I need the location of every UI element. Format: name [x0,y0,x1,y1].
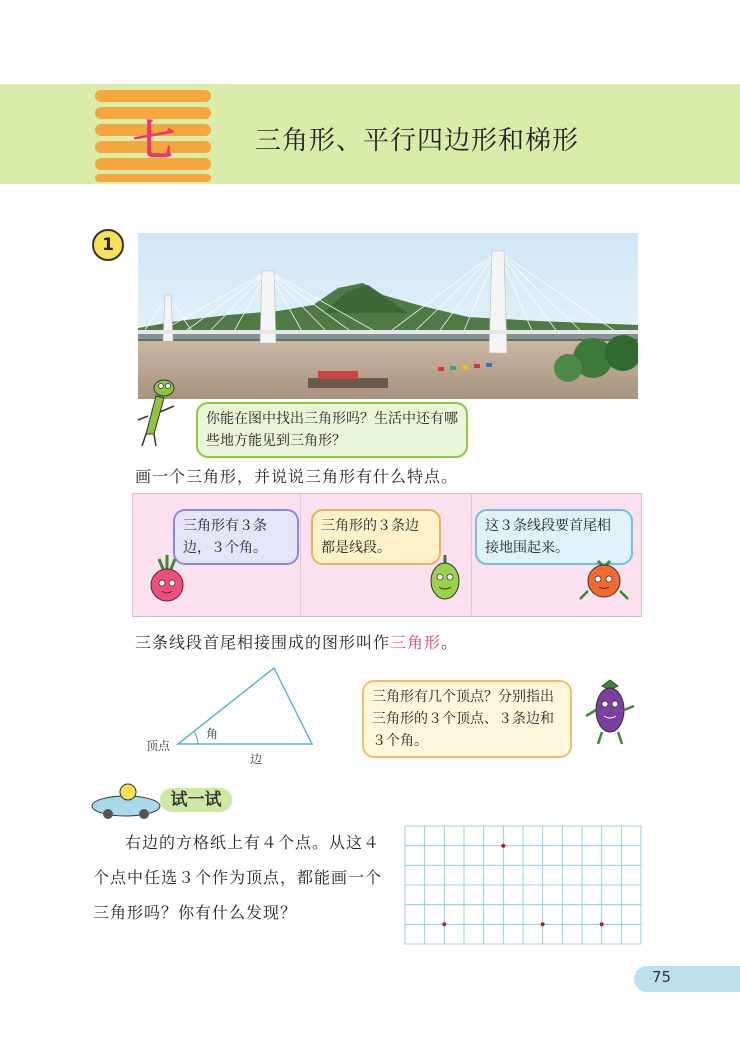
feature-bubble: 三角形的３条边都是线段。 [311,509,441,565]
definition-term: 三角形 [390,633,442,652]
example-badge: 1 [92,229,124,261]
features-divider [471,494,472,615]
header-stripe [95,90,211,102]
angle-label: 角 [206,727,219,741]
tomato-mascot-icon [578,555,630,605]
grasshopper-mascot-icon [134,376,184,450]
grid-paper [404,825,642,945]
chapter-title: 三角形、平行四边形和梯形 [255,126,580,156]
try-it-label: 试一试 [160,788,232,812]
try-it-text: 右边的方格纸上有４个点。从这４个点中任选３个作为顶点，都能画一个三角形吗？你有什么发现？ [93,833,383,922]
question-bubble: 你能在图中找出三角形吗？生活中还有哪些地方能见到三角形？ [196,402,468,458]
radish-mascot-icon [145,553,187,605]
definition-text [135,630,458,653]
bridge-illustration [138,233,638,399]
grid-point [600,922,604,926]
definition-prefix: 三条线段首尾相接围成的图形叫作 [135,633,391,652]
chapter-number: 七 [132,116,175,165]
instruction-text: 画一个三角形，并说说三角形有什么特点。 [135,467,459,486]
feature-bubble: 这３条线段要首尾相接地围起来。 [475,509,633,565]
definition-suffix: 。 [441,633,459,652]
grid-lines [405,826,641,944]
bridge-photo [138,233,638,399]
page-number-tab [634,966,740,992]
car-mascot-icon [88,782,164,820]
page-number: 75 [652,968,672,986]
header-stripe [95,174,211,182]
eggplant-mascot-icon [584,676,636,746]
side-label: 边 [250,752,263,766]
grid-point [442,922,446,926]
grid-point [541,922,545,926]
vertex-label: 顶点 [146,739,171,753]
feature-bubble: 三角形有３条边，３个角。 [173,509,299,565]
features-divider [300,494,301,615]
grid-point [501,844,505,848]
pepper-mascot-icon [425,553,465,605]
vertex-question-bubble: 三角形有几个顶点？分别指出三角形的３个顶点、３条边和３个角。 [362,680,572,758]
triangle-shape [178,668,312,744]
angle-arc [194,732,198,744]
